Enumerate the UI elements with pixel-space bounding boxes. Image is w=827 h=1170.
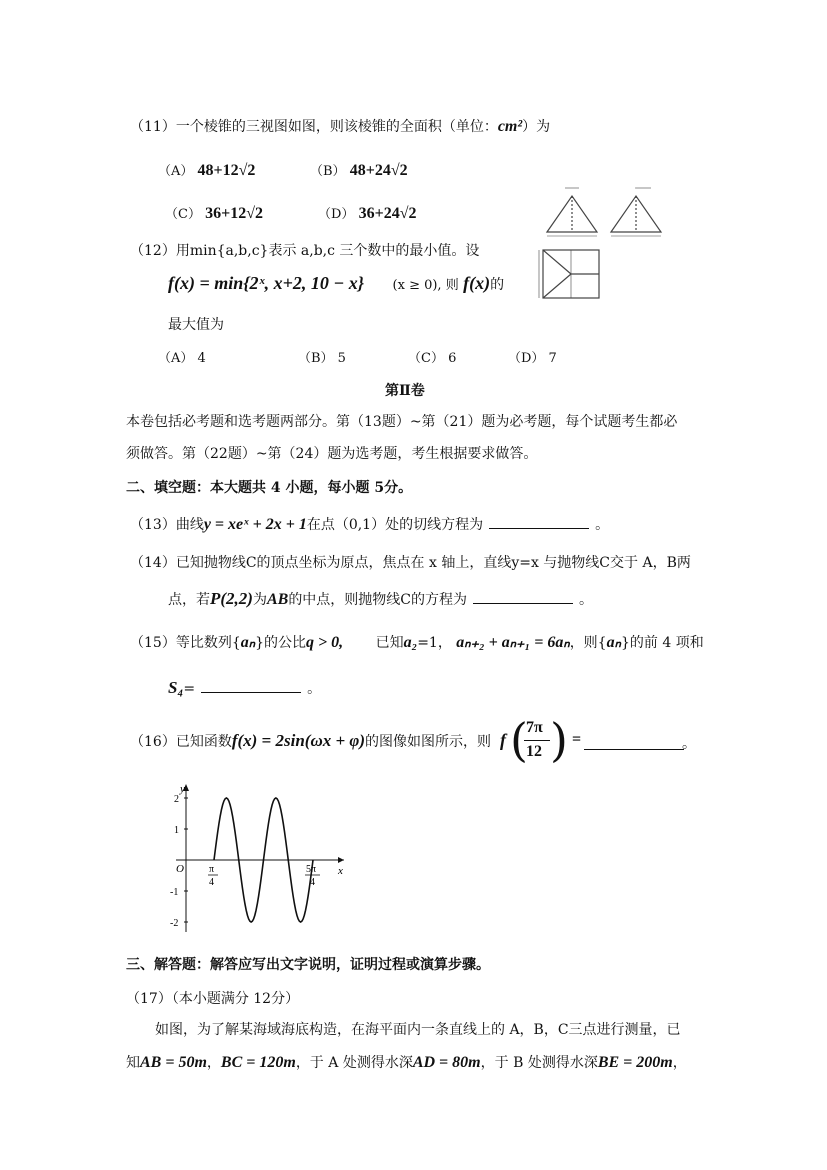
q11-option-b-label: （B） xyxy=(310,164,346,179)
q17-l2c: ，于 B 处测得水深 xyxy=(480,1055,598,1071)
q14-point: P(2,2) xyxy=(210,589,253,608)
part2-intro-line2: 须做答。第（22题）~第（24）题为选考题，考生根据要求做答。 xyxy=(126,446,538,462)
q13-answer-blank[interactable] xyxy=(489,514,589,529)
q15-post: }的前 4 项和 xyxy=(620,635,704,651)
q15-s4eq: = xyxy=(183,681,196,697)
xtick2-den: 4 xyxy=(310,877,315,888)
q15-mid: }的公比 xyxy=(255,635,307,651)
section2-title: 二、填空题：本大题共 4 小题，每小题 5分。 xyxy=(126,480,413,496)
q11-option-a-label: （A） xyxy=(158,164,194,179)
x-axis-arrow xyxy=(338,857,344,863)
q14-line2 xyxy=(168,589,593,609)
q12-option-b[interactable]: （B） 5 xyxy=(298,351,346,366)
q16-pre: （16）已知函数 xyxy=(130,734,232,750)
q17-ad: AD = 80m xyxy=(412,1054,481,1071)
q16-left-paren: ( xyxy=(510,713,528,767)
q15-eq1: =1， xyxy=(417,635,452,651)
q16-formula: f(x) = 2sin(ωx + φ) xyxy=(231,731,366,750)
section3-title: 三、解答题：解答应写出文字说明，证明过程或演算步骤。 xyxy=(126,957,490,973)
q16-frac-bar xyxy=(524,740,550,741)
q13 xyxy=(130,514,609,534)
xtick1-den: 4 xyxy=(209,877,214,888)
q11-option-d[interactable] xyxy=(318,203,416,223)
q15-pre: （15）等比数列{ xyxy=(130,635,241,651)
q17-ab: AB = 50m xyxy=(140,1054,207,1071)
sine-graph xyxy=(168,780,348,940)
q15-q: q > 0, xyxy=(306,634,344,651)
q15-line1 xyxy=(130,632,704,652)
q15-recurrence: aₙ₊₂ + aₙ₊₁ = 6aₙ xyxy=(456,634,570,651)
q13-end: 。 xyxy=(595,517,610,533)
xtick1-num: π xyxy=(209,864,215,875)
q11-unit: cm² xyxy=(497,118,523,135)
q11-option-d-expr: 36+24√2 xyxy=(358,205,417,222)
q17-l2d: ， xyxy=(672,1055,687,1071)
q15-line2 xyxy=(168,678,321,698)
q12-option-a[interactable]: （A） 4 xyxy=(158,351,206,366)
q12-fx: f(x) xyxy=(463,273,491,293)
q11-option-a-expr: 48+12√2 xyxy=(197,162,256,179)
x-axis-label: x xyxy=(338,865,343,877)
q14-answer-blank[interactable] xyxy=(473,589,573,604)
q16-line xyxy=(130,731,491,751)
q12-formula-line xyxy=(168,273,504,294)
q11-option-d-label: （D） xyxy=(318,207,355,222)
q16-mid: 的图像如图所示，则 xyxy=(365,734,492,750)
q17-head: （17）（本小题满分 12分） xyxy=(126,991,300,1007)
q14-line1: （14）已知抛物线C的顶点坐标为原点，焦点在 x 轴上，直线y=x 与抛物线C交于 A，B两 xyxy=(130,555,691,571)
q15-mid2: ，则{ xyxy=(569,635,607,651)
q16-eq: = xyxy=(572,731,582,748)
q12-tail: 的 xyxy=(490,277,505,293)
q16-right-paren: ) xyxy=(550,713,568,767)
q11-option-c-label: （C） xyxy=(165,207,201,222)
q13-formula: y = xeˣ + 2x + 1 xyxy=(203,516,307,533)
q16-frac-num: 7π xyxy=(526,719,543,736)
q11-option-b[interactable] xyxy=(310,160,408,180)
three-view-figure xyxy=(535,180,715,310)
q11-option-c[interactable] xyxy=(165,203,263,223)
ytick-label-m2: -2 xyxy=(170,918,179,929)
y-axis-label: y xyxy=(180,783,185,795)
q16-end: 。 xyxy=(682,736,696,752)
q12-line3: 最大值为 xyxy=(168,317,224,333)
q12-option-c[interactable]: （C） 6 xyxy=(408,351,457,366)
part2-title: 第Ⅱ卷 xyxy=(385,383,425,399)
q16-f: f xyxy=(500,730,506,750)
ytick-label-1: 1 xyxy=(174,825,179,836)
q15-s4: S₄ xyxy=(168,678,184,697)
q17-l2a: 知 xyxy=(126,1055,140,1071)
origin-label: O xyxy=(176,863,184,875)
q14-pre2: 点，若 xyxy=(168,592,210,608)
q12-formula: f(x) = min{2ˣ, x+2, 10 − x} xyxy=(168,273,365,293)
q13-pre: （13）曲线 xyxy=(130,517,204,533)
q16-answer-blank[interactable] xyxy=(584,735,684,750)
q15-a2: a₂ xyxy=(403,634,418,651)
q11-option-c-expr: 36+12√2 xyxy=(205,205,263,222)
q17-be: BE = 200m xyxy=(597,1054,673,1071)
q17-line2 xyxy=(126,1052,687,1072)
q11-option-b-expr: 48+24√2 xyxy=(349,162,408,179)
q11-option-a[interactable] xyxy=(158,160,255,180)
q17-l2b: ，于 A 处测得水深 xyxy=(295,1055,413,1071)
q17-sep1: ， xyxy=(206,1055,221,1071)
q15-answer-blank[interactable] xyxy=(201,678,301,693)
q11-stem-text: （11）一个棱锥的三视图如图，则该棱锥的全面积（单位： xyxy=(130,119,498,135)
xtick2-num: 5π xyxy=(306,864,317,875)
q15-end: 。 xyxy=(307,681,322,697)
q16-frac-den: 12 xyxy=(526,743,542,760)
q14-mid2: 为 xyxy=(252,592,267,608)
q14-post2: 的中点，则抛物线C的方程为 xyxy=(288,592,468,608)
q11-stem xyxy=(130,116,550,136)
q15-an2: aₙ xyxy=(606,634,621,651)
ytick-label-m1: -1 xyxy=(170,887,179,898)
q14-end: 。 xyxy=(579,592,594,608)
ytick-label-2: 2 xyxy=(174,794,179,805)
q17-bc: BC = 120m xyxy=(220,1054,296,1071)
q14-ab: AB xyxy=(266,591,289,608)
q12-option-d[interactable]: （D） 7 xyxy=(508,351,557,366)
q13-post: 在点（0,1）处的切线方程为 xyxy=(306,517,484,533)
q17-line1: 如图，为了解某海域海底构造，在海平面内一条直线上的 A，B，C三点进行测量，已 xyxy=(155,1022,681,1038)
part2-intro-line1: 本卷包括必考题和选考题两部分。第（13题）~第（21）题为必考题，每个试题考生都必 xyxy=(126,414,678,430)
q15-an: aₙ xyxy=(240,634,256,651)
q12-cond: (x ≥ 0), 则 xyxy=(392,278,459,293)
q11-stem-end: ）为 xyxy=(522,119,551,135)
q12-stem: （12）用min{a,b,c}表示 a,b,c 三个数中的最小值。设 xyxy=(130,243,480,259)
q15-known: 已知 xyxy=(375,635,404,651)
